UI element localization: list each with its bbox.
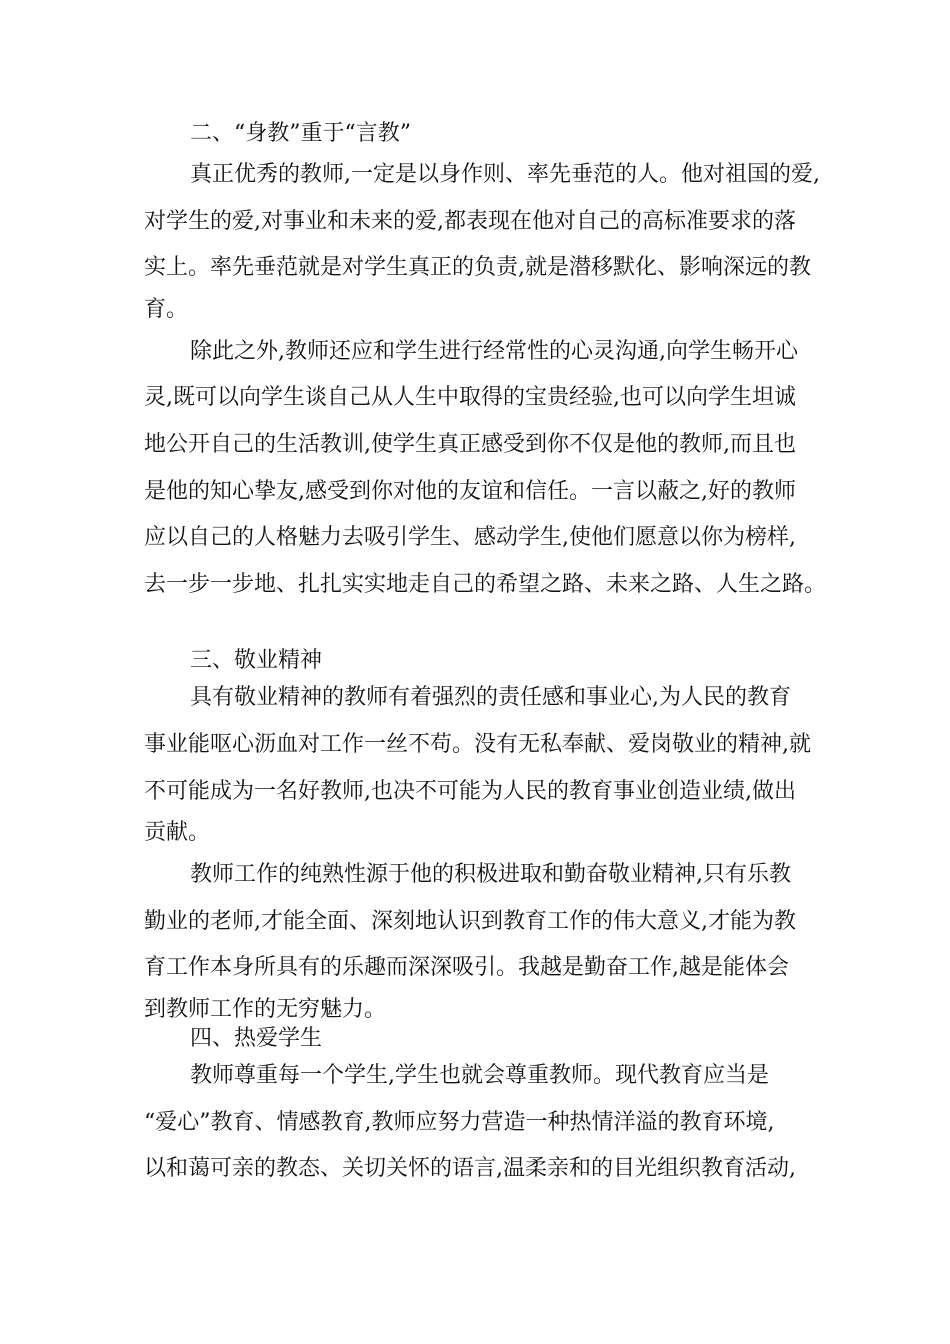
paragraph-line: 地公开自己的生活教训,使学生真正感受到你不仅是他的教师,而且也 [144, 432, 796, 457]
paragraph-line: 具有敬业精神的教师有着强烈的责任感和事业心,为人民的教育 [190, 685, 791, 710]
paragraph-line: 真正优秀的教师,一定是以身作则、率先垂范的人。他对祖国的爱, [190, 162, 820, 187]
paragraph-line: 贡献。 [144, 820, 211, 845]
paragraph-line: 教师工作的纯熟性源于他的积极进取和勤奋敬业精神,只有乐教 [190, 862, 791, 887]
paragraph-line: “爱心”教育、情感教育,教师应努力营造一种热情洋溢的教育环境, [144, 1110, 775, 1135]
paragraph-line: 勤业的老师,才能全面、深刻地认识到教育工作的伟大意义,才能为教 [144, 909, 796, 934]
paragraph-line: 以和蔼可亲的教态、关切关怀的语言,温柔亲和的目光组织教育活动, [144, 1156, 796, 1181]
paragraph-line: 去一步一步地、扎扎实实地走自己的希望之路、未来之路、人生之路。 [144, 572, 827, 597]
paragraph-line: 到教师工作的无穷魅力。 [144, 997, 387, 1022]
paragraph-line: 对学生的爱,对事业和未来的爱,都表现在他对自己的高标准要求的落 [144, 209, 796, 234]
paragraph-line: 灵,既可以向学生谈自己从人生中取得的宝贵经验,也可以向学生坦诚 [144, 385, 796, 410]
paragraph-line: 事业能呕心沥血对工作一丝不苟。没有无私奉献、爱岗敬业的精神,就 [144, 732, 811, 757]
paragraph-line: 实上。率先垂范就是对学生真正的负责,就是潜移默化、影响深远的教 [144, 255, 811, 280]
section-heading: 三、敬业精神 [190, 648, 323, 673]
paragraph-line: 除此之外,教师还应和学生进行经常性的心灵沟通,向学生畅开心 [190, 339, 798, 364]
paragraph-line: 育工作本身所具有的乐趣而深深吸引。我越是勤奋工作,越是能体会 [144, 955, 789, 980]
paragraph-line: 是他的知心挚友,感受到你对他的友谊和信任。一言以蔽之,好的教师 [144, 479, 796, 504]
section-heading: 二、“身教”重于“言教” [190, 121, 411, 146]
paragraph-line: 育。 [144, 297, 189, 322]
section-heading: 四、热爱学生 [190, 1026, 323, 1051]
paragraph-line: 教师尊重每一个学生,学生也就会尊重教师。现代教育应当是 [190, 1063, 769, 1088]
paragraph-line: 应以自己的人格魅力去吸引学生、感动学生,使他们愿意以你为榜样, [144, 525, 796, 550]
paragraph-line: 不可能成为一名好教师,也决不可能为人民的教育事业创造业绩,做出 [144, 779, 796, 804]
